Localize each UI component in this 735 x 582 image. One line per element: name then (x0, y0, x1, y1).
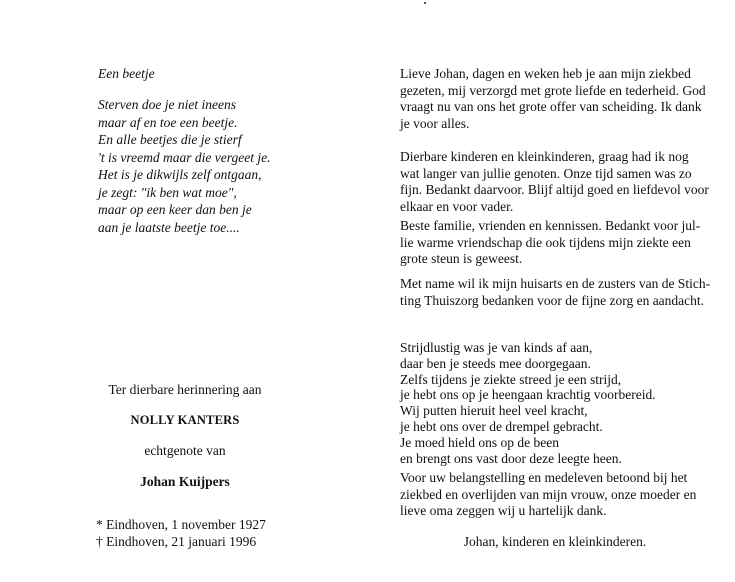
verse (400, 340, 694, 466)
thanks-paragraph (400, 470, 697, 520)
letter-paragraph-children (400, 149, 709, 215)
life-dates (96, 516, 266, 550)
death-date: † Eindhoven, 21 januari 1996 (96, 534, 257, 549)
verse-line: Strijdlustig was je van kinds af aan, (400, 340, 593, 355)
poem-line: En alle beetjes die je stierf (98, 132, 242, 147)
text-line: ziekbed en overlijden van mijn vrouw, onze moeder en (400, 486, 697, 502)
text-line: grote steun is geweest. (400, 251, 523, 266)
letter-paragraph-carers (400, 276, 711, 309)
text-line: Lieve Johan, dagen en weken heb je aan mijn ziekbed (400, 66, 691, 81)
relation-text: echtgenote van (144, 443, 226, 458)
text-line: fijn. Bedankt daarvoor. Blijf altijd goed en liefdevol voor (400, 182, 709, 197)
text-line: gezeten, mij verzorgd met grote liefde en tederheid. God (400, 82, 706, 98)
verse-line: daar ben je steeds mee doorgegaan. (400, 355, 591, 371)
poem-line: 't is vreemd maar die vergeet je. (98, 149, 271, 165)
text-line: Beste familie, vrienden en kennissen. Bedankt voor jul- (400, 218, 701, 233)
poem-line: je zegt: "ik ben wat moe", (98, 184, 237, 200)
verse-line: Zelfs tijdens je ziekte streed je een strijd, (400, 371, 622, 387)
text-line: ting Thuiszorg bedanken voor de fijne zorg en aandacht. (400, 292, 705, 308)
text-line: je voor alles. (400, 115, 470, 131)
text-line: Voor uw belangstelling en medeleven betoond bij het (400, 470, 688, 485)
verse-line: je hebt ons op je heengaan krachtig voorbereid. (400, 387, 656, 403)
poem (98, 96, 270, 236)
memorial-intro: Ter dierbare herinnering aan (108, 382, 262, 397)
letter-paragraph-family (400, 218, 701, 268)
text-line: vraagt nu van ons het grote offer van scheiding. Ik dank (400, 99, 702, 114)
spouse-name: Johan Kuijpers (140, 474, 230, 489)
poem-line: maar op een keer dan ben je (98, 202, 252, 217)
scan-mark (424, 2, 426, 4)
text-line: Dierbare kinderen en kleinkinderen, graag had ik nog (400, 149, 689, 164)
poem-line: aan je laatste beetje toe.... (98, 219, 240, 235)
verse-line: Je moed hield ons op de been (400, 434, 559, 450)
poem-line: Sterven doe je niet ineens (98, 97, 236, 112)
poem-line: maar af en toe een beetje. (98, 114, 238, 130)
text-line: Met name wil ik mijn huisarts en de zusters van de Stich- (400, 276, 711, 291)
birth-date: * Eindhoven, 1 november 1927 (96, 517, 266, 532)
poem-line: Het is je dikwijls zelf ontgaan, (98, 167, 262, 182)
text-line: lieve oma zeggen wij u hartelijk dank. (400, 503, 607, 518)
verse-line: je hebt ons over de drempel gebracht. (400, 418, 603, 434)
verse-line: Wij putten hieruit heel veel kracht, (400, 403, 588, 419)
text-line: elkaar en voor vader. (400, 198, 514, 214)
poem-title: Een beetje (98, 66, 155, 81)
signature: Johan, kinderen en kleinkinderen. (463, 534, 647, 549)
verse-line: en brengt ons vast door deze leegte heen. (400, 450, 622, 466)
text-line: lie warme vriendschap die ook tijdens mijn ziekte een (400, 234, 691, 250)
letter-paragraph-johan (400, 66, 706, 132)
deceased-name: NOLLY KANTERS (130, 413, 240, 427)
text-line: wat langer van jullie genoten. Onze tijd samen was zo (400, 165, 692, 181)
